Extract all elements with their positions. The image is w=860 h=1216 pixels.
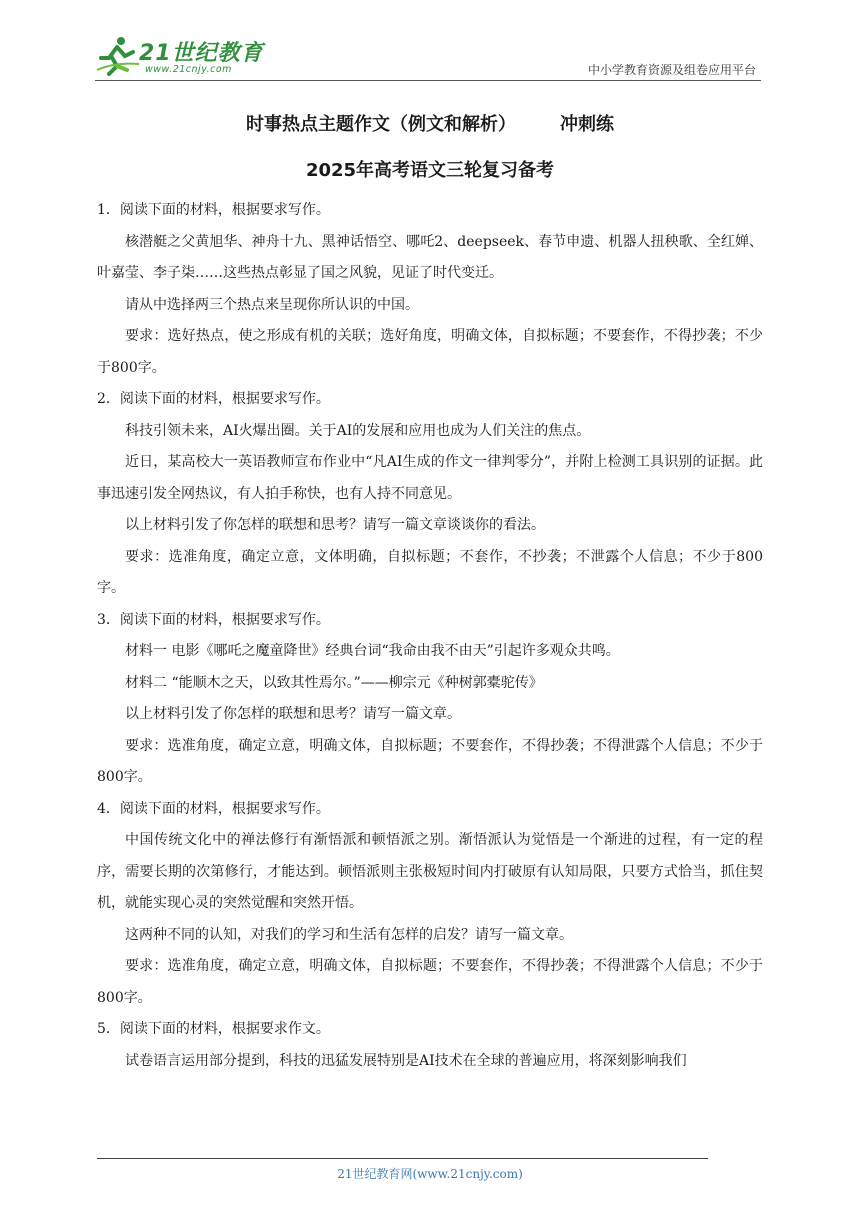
footer-divider bbox=[97, 1158, 708, 1159]
document-body bbox=[97, 195, 763, 1077]
prompt-paragraph: 请从中选择两三个热点来呈现你所认识的中国。 bbox=[125, 296, 419, 313]
question-heading: 3．阅读下面的材料，根据要求写作。 bbox=[97, 611, 330, 628]
material-paragraph: 中国传统文化中的禅法修行有渐悟派和顿悟派之别。渐悟派认为觉悟是一个渐进的过程，有一定的程序，需要长期的次第修行，才能达到。顿悟派则主张极短时间内打破原有认知局限，只要方式恰当，抓住契机，就能实现心灵的突然觉醒和突然开悟。 bbox=[97, 832, 763, 911]
requirements-paragraph: 要求：选好热点，使之形成有机的关联；选好角度，明确文体，自拟标题；不要套作，不得抄袭；不少于800字。 bbox=[97, 328, 763, 376]
document-title bbox=[0, 110, 860, 136]
requirements-paragraph: 要求：选准角度，确定立意，明确文体，自拟标题；不要套作，不得抄袭；不得泄露个人信息；不少于800字。 bbox=[97, 737, 763, 785]
question-3 bbox=[97, 605, 763, 794]
prompt-paragraph: 这两种不同的认知，对我们的学习和生活有怎样的启发？请写一篇文章。 bbox=[125, 926, 573, 943]
question-heading: 4．阅读下面的材料，根据要求写作。 bbox=[97, 800, 330, 817]
platform-name: 中小学教育资源及组卷应用平台 bbox=[587, 63, 756, 77]
title-main: 时事热点主题作文（例文和解析） bbox=[246, 114, 516, 135]
question-2 bbox=[97, 384, 763, 605]
question-heading: 1．阅读下面的材料，根据要求写作。 bbox=[97, 202, 330, 218]
material-paragraph: 材料二 “能顺木之天，以致其性焉尔。”——柳宗元《种树郭橐驼传》 bbox=[125, 674, 543, 691]
material-paragraph: 近日，某高校大一英语教师宣布作业中“凡AI生成的作文一律判零分”，并附上检测工具识别的证据。此事迅速引发全网热议，有人拍手称快，也有人持不同意见。 bbox=[97, 454, 763, 502]
question-5 bbox=[97, 1014, 763, 1077]
prompt-paragraph: 以上材料引发了你怎样的联想和思考？请写一篇文章。 bbox=[125, 706, 461, 722]
header-divider bbox=[95, 80, 761, 81]
footer-link[interactable]: 21世纪教育网(www.21cnjy.com) bbox=[337, 1167, 523, 1181]
requirements-paragraph: 要求：选准角度，确定立意，文体明确，自拟标题；不套作，不抄袭；不泄露个人信息；不少于800字。 bbox=[97, 548, 763, 596]
material-paragraph: 核潜艇之父黄旭华、神舟十九、黑神话悟空、哪吒2、deepseek、春节申遗、机器人扭秧歌、全红婵、叶嘉莹、李子柒……这些热点彰显了国之风貌，见证了时代变迁。 bbox=[97, 233, 763, 281]
requirements-paragraph: 要求：选准角度，确定立意，明确文体，自拟标题；不要套作，不得抄袭；不得泄露个人信息；不少于800字。 bbox=[97, 958, 763, 1006]
material-paragraph: 科技引领未来，AI火爆出圈。关于AI的发展和应用也成为人们关注的焦点。 bbox=[125, 422, 591, 439]
question-1 bbox=[97, 195, 763, 384]
document-subtitle: 2025年高考语文三轮复习备考 bbox=[305, 160, 555, 181]
material-paragraph: 材料一 电影《哪吒之魔童降世》经典台词“我命由我不由天”引起许多观众共鸣。 bbox=[125, 643, 620, 659]
title-tag: 冲刺练 bbox=[560, 114, 614, 135]
site-logo[interactable] bbox=[95, 34, 265, 78]
material-paragraph: 试卷语言运用部分提到，科技的迅猛发展特别是AI技术在全球的普遍应用，将深刻影响我们 bbox=[125, 1052, 687, 1069]
logo-text: 21世纪教育 bbox=[139, 41, 264, 66]
question-heading: 5．阅读下面的材料，根据要求作文。 bbox=[97, 1021, 330, 1037]
question-4 bbox=[97, 794, 763, 1015]
runner-logo-icon bbox=[95, 34, 141, 76]
prompt-paragraph: 以上材料引发了你怎样的联想和思考？请写一篇文章谈谈你的看法。 bbox=[125, 517, 545, 533]
page-header bbox=[0, 0, 860, 84]
logo-url: www.21cnjy.com bbox=[145, 64, 232, 75]
question-heading: 2．阅读下面的材料，根据要求写作。 bbox=[97, 391, 330, 407]
